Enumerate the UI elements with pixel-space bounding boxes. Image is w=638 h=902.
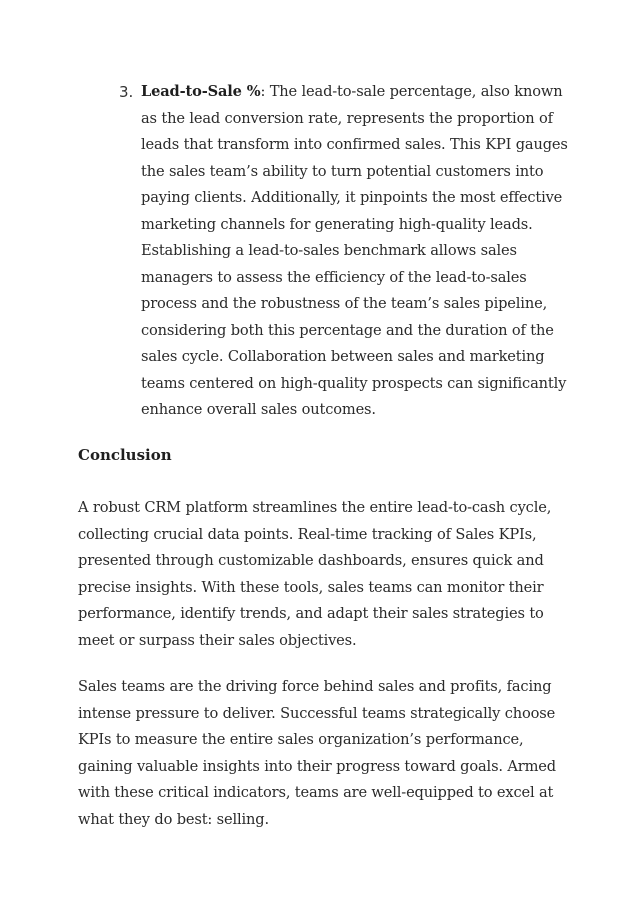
list-item-lead-to-sale xyxy=(119,79,579,424)
conclusion-paragraph-2: Sales teams are the driving force behind sales and profits, facing intense pressure to deliver. Successful teams strategically choose KPIs to measure the entire sales organization’s performance, gaining valuable insights into their progress toward goals. Armed with these critical indicators, teams are well-equipped to excel at what they do best: selling. xyxy=(78,678,556,828)
list-item-body xyxy=(141,79,571,424)
list-item-number: 3. xyxy=(119,83,134,101)
conclusion-paragraph-1: A robust CRM platform streamlines the entire lead-to-cash cycle, collecting crucial data points. Real-time tracking of Sales KPIs, presented through customizable dashboards, ensures quick and precise insights. With these tools, sales teams can monitor their performance, identify trends, and adapt their sales strategies to meet or surpass their sales objectives. xyxy=(78,499,552,649)
list-item-description: : The lead-to-sale percentage, also known as the lead conversion rate, represents the proportion of leads that transform into confirmed sales. This KPI gauges the sales team’s ability to turn potential customers into paying clients. Additionally, it pinpoints the most effective marketing channels for generating high-quality leads. Establishing a lead-to-sales benchmark allows sales managers to assess the efficiency of the lead-to-sales process and the robustness of the team’s sales pipeline, considering both this percentage and the duration of the sales cycle. Collaboration between sales and marketing teams centered on high-quality prospects can significantly enhance overall sales outcomes. xyxy=(141,83,568,418)
conclusion-heading: Conclusion xyxy=(78,446,172,464)
list-item-term: Lead-to-Sale % xyxy=(141,83,261,100)
